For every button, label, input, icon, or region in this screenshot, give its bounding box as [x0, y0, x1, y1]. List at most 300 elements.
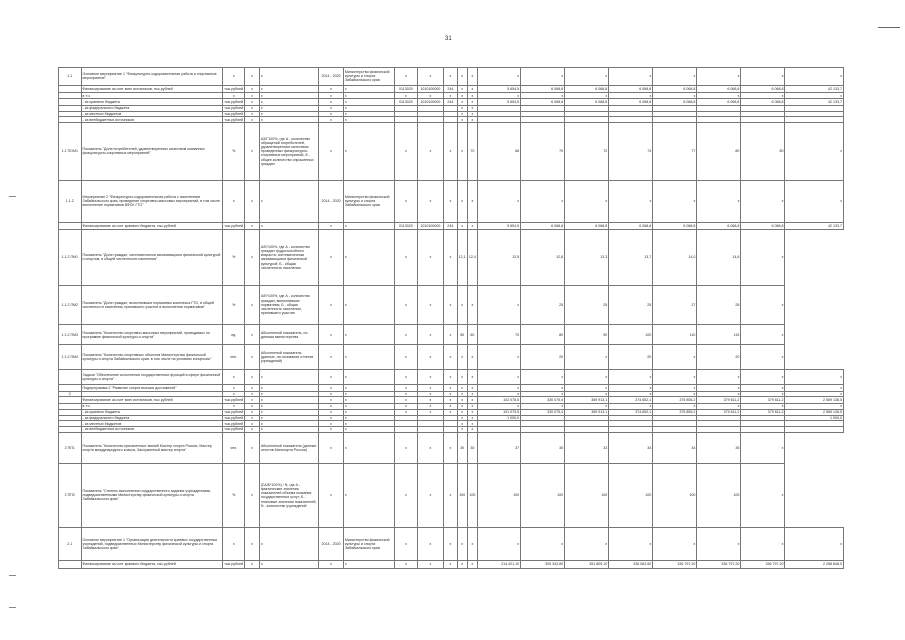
table-cell: 1 000,0 — [478, 415, 521, 421]
table-cell: тыс.рублей — [224, 410, 244, 415]
table-cell: x — [417, 230, 444, 285]
table-cell: 374 652,1 — [609, 397, 653, 404]
table-cell: x — [444, 345, 457, 369]
table-cell: x — [343, 415, 394, 421]
table-cell: Финансирование за счет краевого бюджета, тыс.рублей — [81, 222, 222, 230]
table-cell: 80 — [521, 325, 565, 345]
table-cell: x — [343, 99, 394, 106]
table-cell: x — [222, 68, 245, 86]
table-cell: x — [444, 463, 457, 527]
table-row — [59, 285, 844, 325]
table-cell: 2014 - 2020 — [319, 180, 344, 222]
table-cell: x — [319, 111, 344, 117]
table-row — [59, 99, 844, 106]
table-cell: 6 068,8 — [521, 99, 565, 106]
table-cell: 6 068,8 — [653, 222, 697, 230]
table-cell: x — [521, 527, 565, 560]
table-cell: x — [417, 180, 444, 222]
table-cell: 2 ПП2 — [59, 463, 82, 527]
table-cell: 80 — [741, 123, 785, 181]
table-cell: x — [457, 391, 467, 397]
table-cell: x — [565, 391, 609, 397]
table-cell — [59, 99, 82, 106]
table-cell: x — [697, 527, 741, 560]
table-cell: x — [457, 385, 467, 392]
table-cell: x — [343, 117, 394, 123]
table-cell: Абсолютный показатель (данные отчетов Минспорта России) — [259, 432, 318, 463]
table-cell: 12,8 — [521, 230, 565, 285]
table-cell: 379 611,2 — [741, 397, 785, 404]
table-cell: x — [395, 93, 418, 99]
table-cell: x — [444, 68, 457, 86]
table-cell: x — [343, 285, 394, 325]
table-cell: x — [245, 409, 259, 415]
table-cell: 27 — [653, 285, 697, 325]
table-cell: 6 068,8 — [653, 99, 697, 106]
table-cell: А/Б*100%, где А - количество граждан, выполнивших нормативы; Б - общая численность населения, принявшего участие — [259, 285, 318, 325]
table-cell: x — [478, 68, 521, 86]
table-cell: 244 — [444, 99, 457, 106]
table-cell: x — [565, 527, 609, 560]
table-cell: x — [319, 345, 344, 369]
table-cell: 6 068,8 — [521, 222, 565, 230]
table-cell: 330 075,4 — [521, 409, 565, 415]
table-cell: (ΣA/Б*100%) / N, где А - фактические значения показателей объема оказания государственных услуг; Б - плановые значения показателей; N - количество учреждений — [259, 463, 318, 527]
table-cell: x — [741, 432, 785, 463]
table-cell: x — [697, 180, 741, 222]
table-cell: 12,5 — [478, 230, 521, 285]
table-cell: x — [245, 93, 259, 99]
table-cell: x — [245, 415, 259, 421]
table-cell: x — [319, 409, 344, 415]
table-cell: тыс.рублей — [224, 421, 244, 426]
table-cell: x — [245, 222, 259, 230]
table-cell: x — [245, 345, 259, 369]
table-cell: x — [395, 463, 418, 527]
table-cell: x — [319, 105, 344, 111]
table-cell: 30 — [467, 432, 477, 463]
table-cell: Абсолютный показатель, по данным министерства — [259, 325, 318, 345]
table-cell: 244 — [444, 85, 457, 93]
table-cell: x — [417, 409, 444, 415]
table-cell: 100 — [653, 463, 697, 527]
program-table-container — [58, 67, 844, 569]
table-cell: x — [457, 68, 467, 86]
table-cell: x — [319, 285, 344, 325]
table-cell: x — [457, 99, 467, 106]
table-cell: x — [343, 345, 394, 369]
table-cell: 369 913,1 — [565, 397, 609, 404]
table-cell: x — [457, 111, 467, 117]
table-cell: 379 611,2 — [741, 409, 785, 415]
table-cell: x — [259, 561, 318, 569]
table-cell: 100 — [478, 463, 521, 527]
table-cell: x — [245, 397, 259, 404]
table-cell: x — [259, 421, 318, 427]
table-cell: x — [653, 345, 697, 369]
table-cell: x — [457, 561, 467, 569]
table-row — [59, 527, 844, 560]
table-cell — [59, 369, 82, 384]
table-cell: x — [609, 369, 653, 384]
table-cell: x — [417, 325, 444, 345]
table-cell — [59, 85, 82, 93]
table-cell: 375 855,2 — [653, 397, 697, 404]
table-cell: x — [653, 391, 697, 397]
table-cell: x — [343, 432, 394, 463]
table-cell: x — [467, 111, 477, 117]
table-cell: x — [741, 391, 785, 397]
table-cell: x — [417, 369, 444, 384]
table-cell: x — [478, 93, 521, 99]
table-cell: x — [565, 93, 609, 99]
table-cell: 115 — [697, 325, 741, 345]
table-cell: x — [395, 397, 418, 404]
table-cell: % — [222, 230, 245, 285]
table-cell: x — [245, 105, 259, 111]
table-cell: x — [319, 117, 344, 123]
table-cell: x — [457, 369, 467, 384]
table-cell: x — [222, 93, 245, 99]
table-row — [59, 463, 844, 527]
table-cell: x — [467, 68, 477, 86]
table-cell: 305 343,80 — [521, 561, 565, 569]
table-cell: x — [478, 369, 521, 384]
table-cell: x — [467, 409, 477, 415]
table-cell: x — [478, 527, 521, 560]
table-cell: тыс.рублей — [224, 223, 244, 228]
table-cell: 6 068,8 — [565, 99, 609, 106]
table-cell: 6 068,8 — [565, 222, 609, 230]
table-cell: x — [697, 391, 741, 397]
table-cell: x — [521, 369, 565, 384]
table-cell: 6 068,8 — [697, 222, 741, 230]
table-cell: x — [259, 93, 318, 99]
table-cell: x — [319, 385, 344, 392]
table-cell: 1.1.2 ПМ3 — [59, 325, 82, 345]
table-cell: 74 — [609, 123, 653, 181]
table-cell: 2 569 138,5 — [785, 397, 844, 404]
table-row — [59, 180, 844, 222]
table-cell: x — [395, 123, 418, 181]
table-cell: Показатель "Количество спортивных объектов Министерства физической культуры и спорта Забайкальского края, в том числе на условиях концессии" — [81, 345, 222, 369]
table-cell: 102 075,5 — [478, 397, 521, 404]
table-cell: 6 068,8 — [609, 85, 653, 93]
table-cell: 6 068,8 — [741, 99, 785, 106]
table-cell: x — [444, 397, 457, 404]
table-cell: x — [609, 180, 653, 222]
table-cell: x — [653, 180, 697, 222]
table-cell: 1010100000 — [417, 222, 444, 230]
table-cell: x — [478, 180, 521, 222]
table-cell: - из внебюджетных источников — [81, 117, 222, 123]
table-cell: x — [259, 397, 318, 404]
table-cell: x — [741, 68, 785, 86]
table-cell: x — [319, 404, 344, 410]
table-cell: x — [222, 404, 245, 410]
table-cell — [59, 397, 82, 404]
table-cell: 2 569 138,5 — [785, 409, 844, 415]
table-cell: 13,3 — [565, 230, 609, 285]
table-cell: x — [444, 432, 457, 463]
table-cell: 28 — [697, 285, 741, 325]
table-cell: x — [259, 180, 318, 222]
table-cell: x — [444, 123, 457, 181]
table-cell: x — [457, 404, 467, 410]
table-cell: - из федерального бюджета — [81, 105, 222, 111]
table-cell: x — [444, 180, 457, 222]
table-row — [59, 385, 844, 392]
table-cell: x — [609, 391, 653, 397]
table-cell: x — [444, 93, 457, 99]
table-cell: % — [222, 463, 245, 527]
table-cell: x — [457, 421, 467, 427]
table-cell: Показатель "Доля граждан, выполнивших нормативы комплекса ГТО, в общей численности населения, принявшего участие в выполнении нормативов" — [81, 285, 222, 325]
table-cell: x — [245, 561, 259, 569]
table-cell: x — [343, 463, 394, 527]
table-cell: 101 075,5 — [478, 409, 521, 415]
table-cell: x — [343, 230, 394, 285]
table-cell: x — [565, 385, 609, 392]
table-cell: 2014 - 2020 — [319, 68, 344, 86]
table-cell: x — [259, 222, 318, 230]
table-cell: Задача "Обеспечение исполнения государственных функций в сфере физической культуры и спорта" — [81, 369, 222, 384]
table-cell: x — [417, 397, 444, 404]
table-cell: x — [609, 385, 653, 392]
table-cell: тыс.рублей — [224, 415, 244, 420]
table-cell: x — [741, 230, 785, 285]
table-cell: 110 — [653, 325, 697, 345]
table-cell: 35 — [521, 432, 565, 463]
table-cell: 1.1.2 ПМ4 — [59, 345, 82, 369]
table-cell: x — [457, 85, 467, 93]
table-cell: x — [457, 222, 467, 230]
table-cell: 336 797,20 — [697, 561, 741, 569]
table-cell: - из краевого бюджета — [81, 409, 222, 415]
table-cell: x — [467, 285, 477, 325]
table-cell: x — [319, 93, 344, 99]
table-cell: x — [259, 409, 318, 415]
table-cell: 100 — [457, 463, 467, 527]
table-cell: x — [521, 385, 565, 392]
table-cell: 12,4 — [467, 230, 477, 285]
table-cell: x — [467, 421, 477, 427]
table-cell: x — [697, 385, 741, 392]
table-cell: Финансирование за счет краевого бюджета, тыс.рублей — [81, 561, 222, 569]
table-cell: тыс.рублей — [224, 398, 244, 403]
table-cell: x — [245, 117, 259, 123]
table-cell: x — [785, 93, 844, 99]
table-cell: Показатель "Доля граждан, систематически занимающихся физической культурой и спортом, в общей численности населения" — [81, 230, 222, 285]
table-cell: 5 654,5 — [478, 222, 521, 230]
table-cell: x — [245, 391, 259, 397]
table-cell: x — [741, 404, 785, 410]
table-cell: 2 — [59, 391, 82, 397]
table-row — [59, 561, 844, 569]
table-cell: x — [417, 285, 444, 325]
table-cell: 1010100000 — [417, 99, 444, 106]
table-cell: 6 068,8 — [741, 85, 785, 93]
table-cell: Показатель "Количество спортивно-массовых мероприятий, проводимых по программе физической культуры и спорта" — [81, 325, 222, 345]
table-cell: x — [457, 117, 467, 123]
table-cell: x — [478, 404, 521, 410]
table-cell: 379 611,2 — [697, 397, 741, 404]
table-cell: x — [653, 93, 697, 99]
table-cell: % — [222, 123, 245, 181]
table-cell: чел. — [222, 432, 245, 463]
table-cell: 6 068,8 — [565, 85, 609, 93]
table-cell: 2014 - 2020 — [319, 527, 344, 560]
table-cell: x — [417, 404, 444, 410]
table-cell: x — [319, 369, 344, 384]
table-cell: % — [222, 285, 245, 325]
table-cell: 5 654,5 — [478, 99, 521, 106]
table-cell: - из внебюджетных источников — [81, 427, 222, 433]
table-cell: x — [222, 391, 245, 397]
table-cell: x — [395, 230, 418, 285]
table-cell: 1.1.2 ПМ1 — [59, 230, 82, 285]
table-cell: x — [467, 85, 477, 93]
table-cell: 214 421,10 — [478, 561, 521, 569]
corner-mark — [878, 27, 900, 28]
table-cell — [59, 385, 82, 392]
table-cell: x — [444, 230, 457, 285]
table-cell: x — [395, 325, 418, 345]
margin-mark — [9, 607, 16, 608]
table-cell: x — [395, 391, 418, 397]
table-cell: 100 — [521, 463, 565, 527]
table-cell: тыс.рублей — [224, 427, 244, 432]
table-cell: x — [457, 427, 467, 433]
table-cell: 20 — [697, 345, 741, 369]
table-cell: 351 809,10 — [565, 561, 609, 569]
table-cell: x — [444, 404, 457, 410]
table-cell: 42 133,7 — [785, 99, 844, 106]
table-cell: 6 068,8 — [697, 99, 741, 106]
table-cell: x — [697, 93, 741, 99]
table-cell: x — [259, 111, 318, 117]
table-cell: 2.1 — [59, 527, 82, 560]
table-body — [59, 68, 844, 569]
table-cell: x — [457, 123, 467, 181]
table-cell: x — [521, 404, 565, 410]
table-cell: x — [785, 385, 844, 392]
table-cell — [785, 427, 844, 433]
table-cell: x — [467, 391, 477, 397]
table-cell: 70 — [521, 123, 565, 181]
table-row — [59, 397, 844, 404]
table-cell: 369 913,1 — [565, 409, 609, 415]
table-cell: 336 062,60 — [609, 561, 653, 569]
table-cell: x — [245, 180, 259, 222]
table-cell: тыс.рублей — [224, 111, 244, 116]
table-cell: x — [417, 527, 444, 560]
table-cell: x — [467, 180, 477, 222]
table-cell: x — [457, 285, 467, 325]
table-cell: 330 075,4 — [521, 397, 565, 404]
table-cell: x — [319, 222, 344, 230]
table-cell: x — [343, 111, 394, 117]
table-cell: 12,1 — [457, 230, 467, 285]
table-cell: x — [222, 180, 245, 222]
table-cell: 5 654,5 — [478, 85, 521, 93]
table-cell: Абсолютный показатель (данные, на основании отчетов учреждений) — [259, 345, 318, 369]
table-cell: x — [245, 463, 259, 527]
table-cell: x — [245, 325, 259, 345]
table-cell: 244 — [444, 222, 457, 230]
table-cell: 1.1 ПОМ1 — [59, 123, 82, 181]
table-cell: 100 — [565, 463, 609, 527]
table-cell: 90 — [565, 325, 609, 345]
table-cell: x — [467, 397, 477, 404]
table-cell: 68 — [478, 123, 521, 181]
table-cell: 72 — [565, 123, 609, 181]
table-cell: x — [741, 345, 785, 369]
table-cell: 1.1.2 ПМ2 — [59, 285, 82, 325]
table-cell: x — [444, 325, 457, 345]
table-cell: x — [653, 404, 697, 410]
table-cell: Финансирование за счет всех источников, тыс.рублей — [81, 85, 222, 93]
table-cell: x — [343, 385, 394, 392]
table-cell: А/Б*100%, где А - количество граждан трудоспособного возраста, систематически занимающихся физической культурой; Б - общая численность населения — [259, 230, 318, 285]
table-cell: x — [319, 391, 344, 397]
table-cell: 1.1 — [59, 68, 82, 86]
table-cell: x — [741, 325, 785, 345]
table-cell: x — [245, 68, 259, 86]
table-cell: x — [319, 230, 344, 285]
table-cell: x — [521, 180, 565, 222]
table-cell: x — [467, 105, 477, 111]
table-cell: 6 068,8 — [741, 222, 785, 230]
table-cell: x — [319, 325, 344, 345]
table-cell: x — [245, 427, 259, 433]
table-cell: x — [319, 397, 344, 404]
table-cell: x — [467, 561, 477, 569]
table-row — [59, 230, 844, 285]
table-cell: x — [343, 93, 394, 99]
table-cell: x — [343, 391, 394, 397]
table-cell: x — [319, 85, 344, 93]
table-cell: x — [444, 285, 457, 325]
table-cell: 25 — [521, 285, 565, 325]
table-cell: x — [245, 369, 259, 384]
table-cell: x — [565, 180, 609, 222]
table-cell: x — [653, 68, 697, 86]
table-cell: x — [457, 409, 467, 415]
table-cell: 20 — [521, 345, 565, 369]
table-cell: 34 — [653, 432, 697, 463]
table-cell: x — [395, 285, 418, 325]
table-cell: 6 068,8 — [697, 85, 741, 93]
table-cell: тыс.рублей — [224, 117, 244, 122]
table-cell: 6 068,8 — [609, 222, 653, 230]
table-cell: чел. — [222, 345, 245, 369]
table-cell: Министерство физической культуры и спорта Забайкальского края — [343, 527, 394, 560]
table-cell: x — [457, 345, 467, 369]
table-cell: x — [444, 369, 457, 384]
table-cell: x — [741, 93, 785, 99]
table-cell: x — [521, 391, 565, 397]
table-cell: 35 — [697, 432, 741, 463]
table-cell: x — [457, 180, 467, 222]
table-cell: x — [395, 68, 418, 86]
table-cell: 100 — [609, 463, 653, 527]
table-cell: x — [319, 421, 344, 427]
table-cell: x — [444, 561, 457, 569]
table-cell: 60 — [467, 325, 477, 345]
table-cell: - из местных бюджетов — [81, 111, 222, 117]
table-cell: x — [245, 432, 259, 463]
